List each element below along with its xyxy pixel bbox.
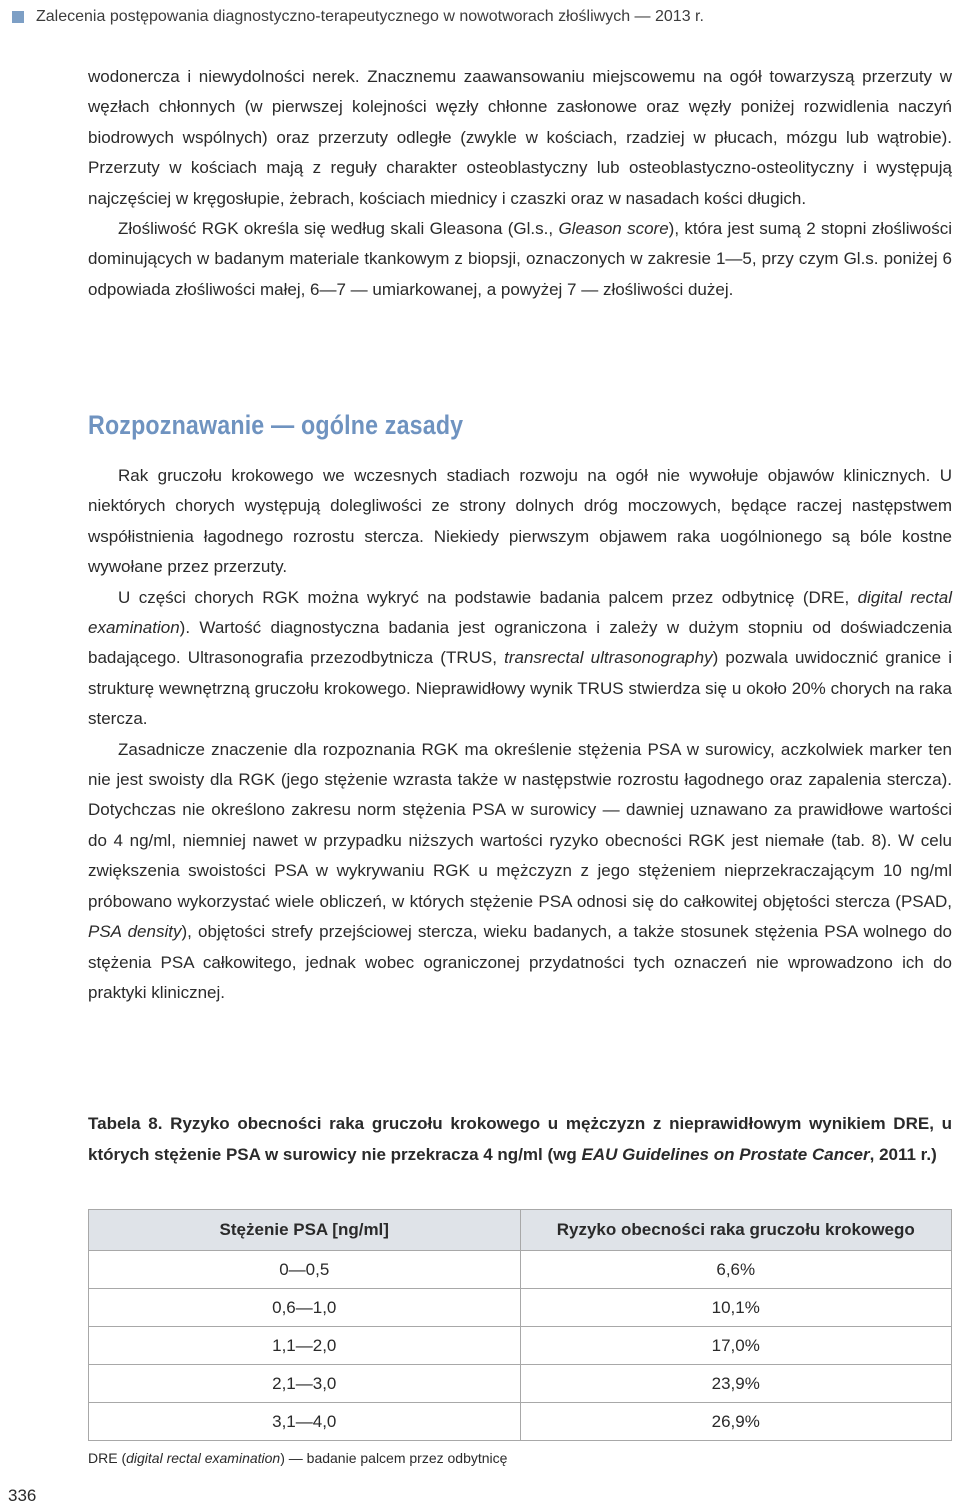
table-row [89, 1327, 952, 1365]
cell-risk: 17,0% [520, 1327, 952, 1365]
intro-paragraph-2 [88, 214, 952, 305]
table-row [89, 1365, 952, 1403]
table-row [89, 1251, 952, 1289]
section-p2-text-a: U części chorych RGK można wykryć na podstawie badania palcem przez odbytnicę (DRE, [118, 587, 858, 607]
table-row [89, 1289, 952, 1327]
section-p2-italic-1: digital rectal examination [88, 587, 952, 638]
table-footnote [88, 1450, 507, 1466]
running-header [12, 4, 942, 30]
section-p3-text-a: Zasadnicze znaczenie dla rozpoznania RGK ma określenie stężenia PSA w surowicy, aczkolwiek marker ten nie jest swoisty dla RGK (jego stężenie wzrasta także w następstwie rozrostu łagodnego oraz zapalenia stercza). Dotychczas nie określono zakresu norm stężenia PSA w surowicy — dawniej uznawano za prawidłowe wartości do 4 ng/ml, niemniej nawet w przypadku niższych wartości ryzyko obecności RGK jest niemałe (tab. 8). W celu zwiększenia swoistości PSA w wykrywaniu RGK u mężczyzn z jego stężeniem nieprzekraczającym 10 ng/ml próbowano wykorzystać wiele obliczeń, w których stężenie PSA odnosi się do całkowitej objętości stercza (PSAD, [88, 739, 952, 911]
section-paragraph-2 [88, 583, 952, 735]
footnote-text-b: ) — badanie palcem przez odbytnicę [280, 1450, 508, 1466]
intro-p2-text-a: Złośliwość RGK określa się według skali Gleasona (Gl.s., [118, 219, 559, 239]
page-number: 336 [8, 1486, 37, 1505]
section-text [88, 461, 952, 1008]
footnote-text-a: DRE ( [88, 1450, 127, 1466]
footnote-italic: digital rectal examination [126, 1450, 281, 1466]
caption-text-b: , 2011 r.) [869, 1145, 937, 1164]
cell-psa: 0,6—1,0 [89, 1289, 521, 1327]
section-p2-text-b: ). Wartość diagnostyczna badania jest ograniczona i zależy w dużym stopniu od doświadczenia badającego. Ultrasonografia przezodbytnicza (TRUS, [88, 618, 952, 668]
section-p2-text-c: ) pozwala uwidocznić granice i strukturę wewnętrzną gruczołu krokowego. Nieprawidłowy wynik TRUS stwierdza się u około 20% chorych na raka stercza. [88, 648, 952, 729]
cell-psa: 3,1—4,0 [89, 1403, 521, 1441]
table-caption [88, 1108, 952, 1170]
table-header-row [89, 1210, 952, 1251]
column-header-risk: Ryzyko obecności raka gruczołu krokowego [520, 1210, 952, 1251]
cell-psa: 0—0,5 [89, 1251, 521, 1289]
cell-risk: 23,9% [520, 1365, 952, 1403]
caption-italic: EAU Guidelines on Prostate Cancer [581, 1145, 870, 1164]
risk-table [88, 1209, 952, 1441]
section-heading: Rozpoznawanie — ogólne zasady [88, 410, 464, 440]
section-p3-text-b: ), objętości strefy przejściowej stercza, wieku badanych, a także stosunek stężenia PSA wolnego do stężenia PSA całkowitego, jednak wobec ograniczonej przydatności tych oznaczeń nie wprowadzono ich do praktyki klinicznej. [88, 922, 952, 1002]
section-p2-italic-2: transrectal ultrasonography [504, 648, 713, 668]
intro-text [88, 62, 952, 305]
caption-text-a: Tabela 8. Ryzyko obecności raka gruczołu krokowego u mężczyzn z nieprawidłowym wynikiem DRE, u których stężenie PSA w surowicy nie przekracza 4 ng/ml (wg [88, 1114, 952, 1164]
cell-psa: 1,1—2,0 [89, 1327, 521, 1365]
intro-p2-italic: Gleason score [558, 219, 669, 239]
section-paragraph-3 [88, 735, 952, 1009]
section-p3-italic: PSA density [88, 922, 182, 942]
header-title: Zalecenia postępowania diagnostyczno-terapeutycznego w nowotworach złośliwych — 2013 r. [36, 8, 704, 25]
cell-psa: 2,1—3,0 [89, 1365, 521, 1403]
column-header-psa: Stężenie PSA [ng/ml] [89, 1210, 521, 1251]
cell-risk: 26,9% [520, 1403, 952, 1441]
header-square-marker [12, 11, 24, 23]
table-row [89, 1403, 952, 1441]
intro-paragraph-1: wodonercza i niewydolności nerek. Znacznemu zaawansowaniu miejscowemu na ogół towarzyszą przerzuty w węzłach chłonnych (w pierwszej kolejności węzły chłonne zasłonowe oraz węzły poniżej rozwidlenia naczyń biodrowych wspólnych) oraz przerzuty odległe (zwykle w kościach, rzadziej w płucach, mózgu lub wątrobie). Przerzuty w kościach mają z reguły charakter osteoblastyczny lub osteoblastyczno-osteolityczny i występują najczęściej w kręgosłupie, żebrach, kościach miednicy i czaszki oraz w nasadach kości długich. [88, 67, 952, 208]
section-paragraph-1: Rak gruczołu krokowego we wczesnych stadiach rozwoju na ogół nie wywołuje objawów klinicznych. U niektórych chorych występują dolegliwości ze strony dolnych dróg moczowych, będące raczej następstwem współistnienia łagodnego rozrostu stercza. Niekiedy pierwszym objawem raka uogólnionego są bóle kostne wywołane przez przerzuty. [88, 466, 952, 577]
cell-risk: 6,6% [520, 1251, 952, 1289]
cell-risk: 10,1% [520, 1289, 952, 1327]
intro-p2-text-b: ), która jest sumą 2 stopni złośliwości dominujących w badanym materiale tkankowym z biopsji, oznaczonych w zakresie 1—5, przy czym Gl.s. poniżej 6 odpowiada złośliwości małej, 6—7 — umiarkowanej, a powyżej 7 — złośliwości dużej. [88, 219, 952, 299]
